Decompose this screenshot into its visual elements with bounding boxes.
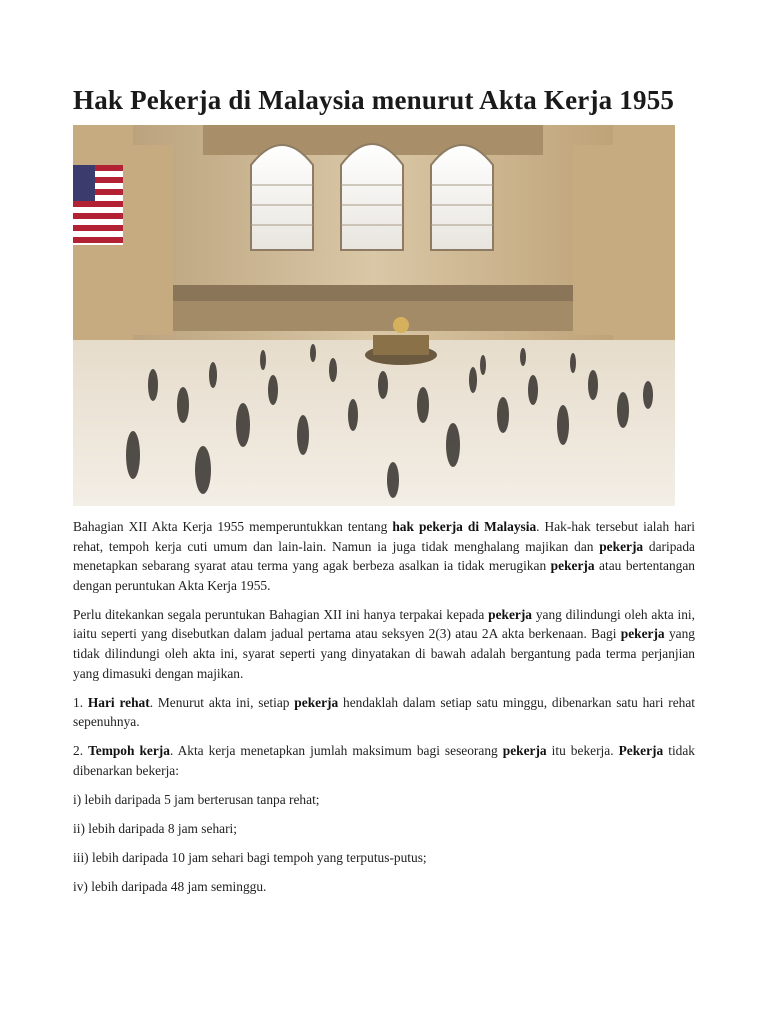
article-photo <box>73 125 675 506</box>
paragraph-working-hours: 2. Tempoh kerja. Akta kerja menetapkan jumlah maksimum bagi seseorang pekerja itu bekerja. Pekerja tidak dibenarkan bekerja: <box>73 743 695 779</box>
flag-graphic <box>73 165 123 245</box>
list-item: i) lebih daripada 5 jam berterusan tanpa rehat; <box>73 792 320 808</box>
article-body <box>73 517 695 897</box>
paragraph-rest-day: 1. Hari rehat. Menurut akta ini, setiap pekerja hendaklah dalam setiap satu minggu, dibenarkan satu hari rehat sepenuhnya. <box>73 694 695 730</box>
list-item: ii) lebih daripada 8 jam sehari; <box>73 821 237 837</box>
list-item: iii) lebih daripada 10 jam sehari bagi tempoh yang terputus-putus; <box>73 850 427 866</box>
windows <box>251 144 493 250</box>
working-limits-list <box>73 790 695 897</box>
article <box>73 84 695 907</box>
paragraph-scope: Perlu ditekankan segala peruntukan Bahagian XII ini hanya terpakai kepada pekerja yang dilindungi oleh akta ini, iaitu seperti yang disebutkan dalam jadual pertama atau seksyen 2(3) atau 2A akta berkenaan. Bagi pekerja yang tidak dilindungi oleh akta ini, syarat seperti yang dinyatakan di bawah adalah bergantung pada terma perjanjian yang dimasuki dengan majikan. <box>73 606 695 681</box>
concourse-illustration <box>73 125 675 506</box>
list-item: iv) lebih daripada 48 jam seminggu. <box>73 879 267 895</box>
paragraph-intro: Bahagian XII Akta Kerja 1955 memperuntukkan tentang hak pekerja di Malaysia. Hak-hak tersebut ialah hari rehat, tempoh kerja cuti umum dan lain-lain. Namun ia juga tidak menghalang majikan dan pekerja daripada menetapkan sebarang syarat atau terma yang agak berbeza asalkan ia tidak merugikan pekerja atau bertentangan dengan peruntukan Akta Kerja 1955. <box>73 519 695 593</box>
article-title: Hak Pekerja di Malaysia menurut Akta Kerja 1955 <box>73 85 675 115</box>
